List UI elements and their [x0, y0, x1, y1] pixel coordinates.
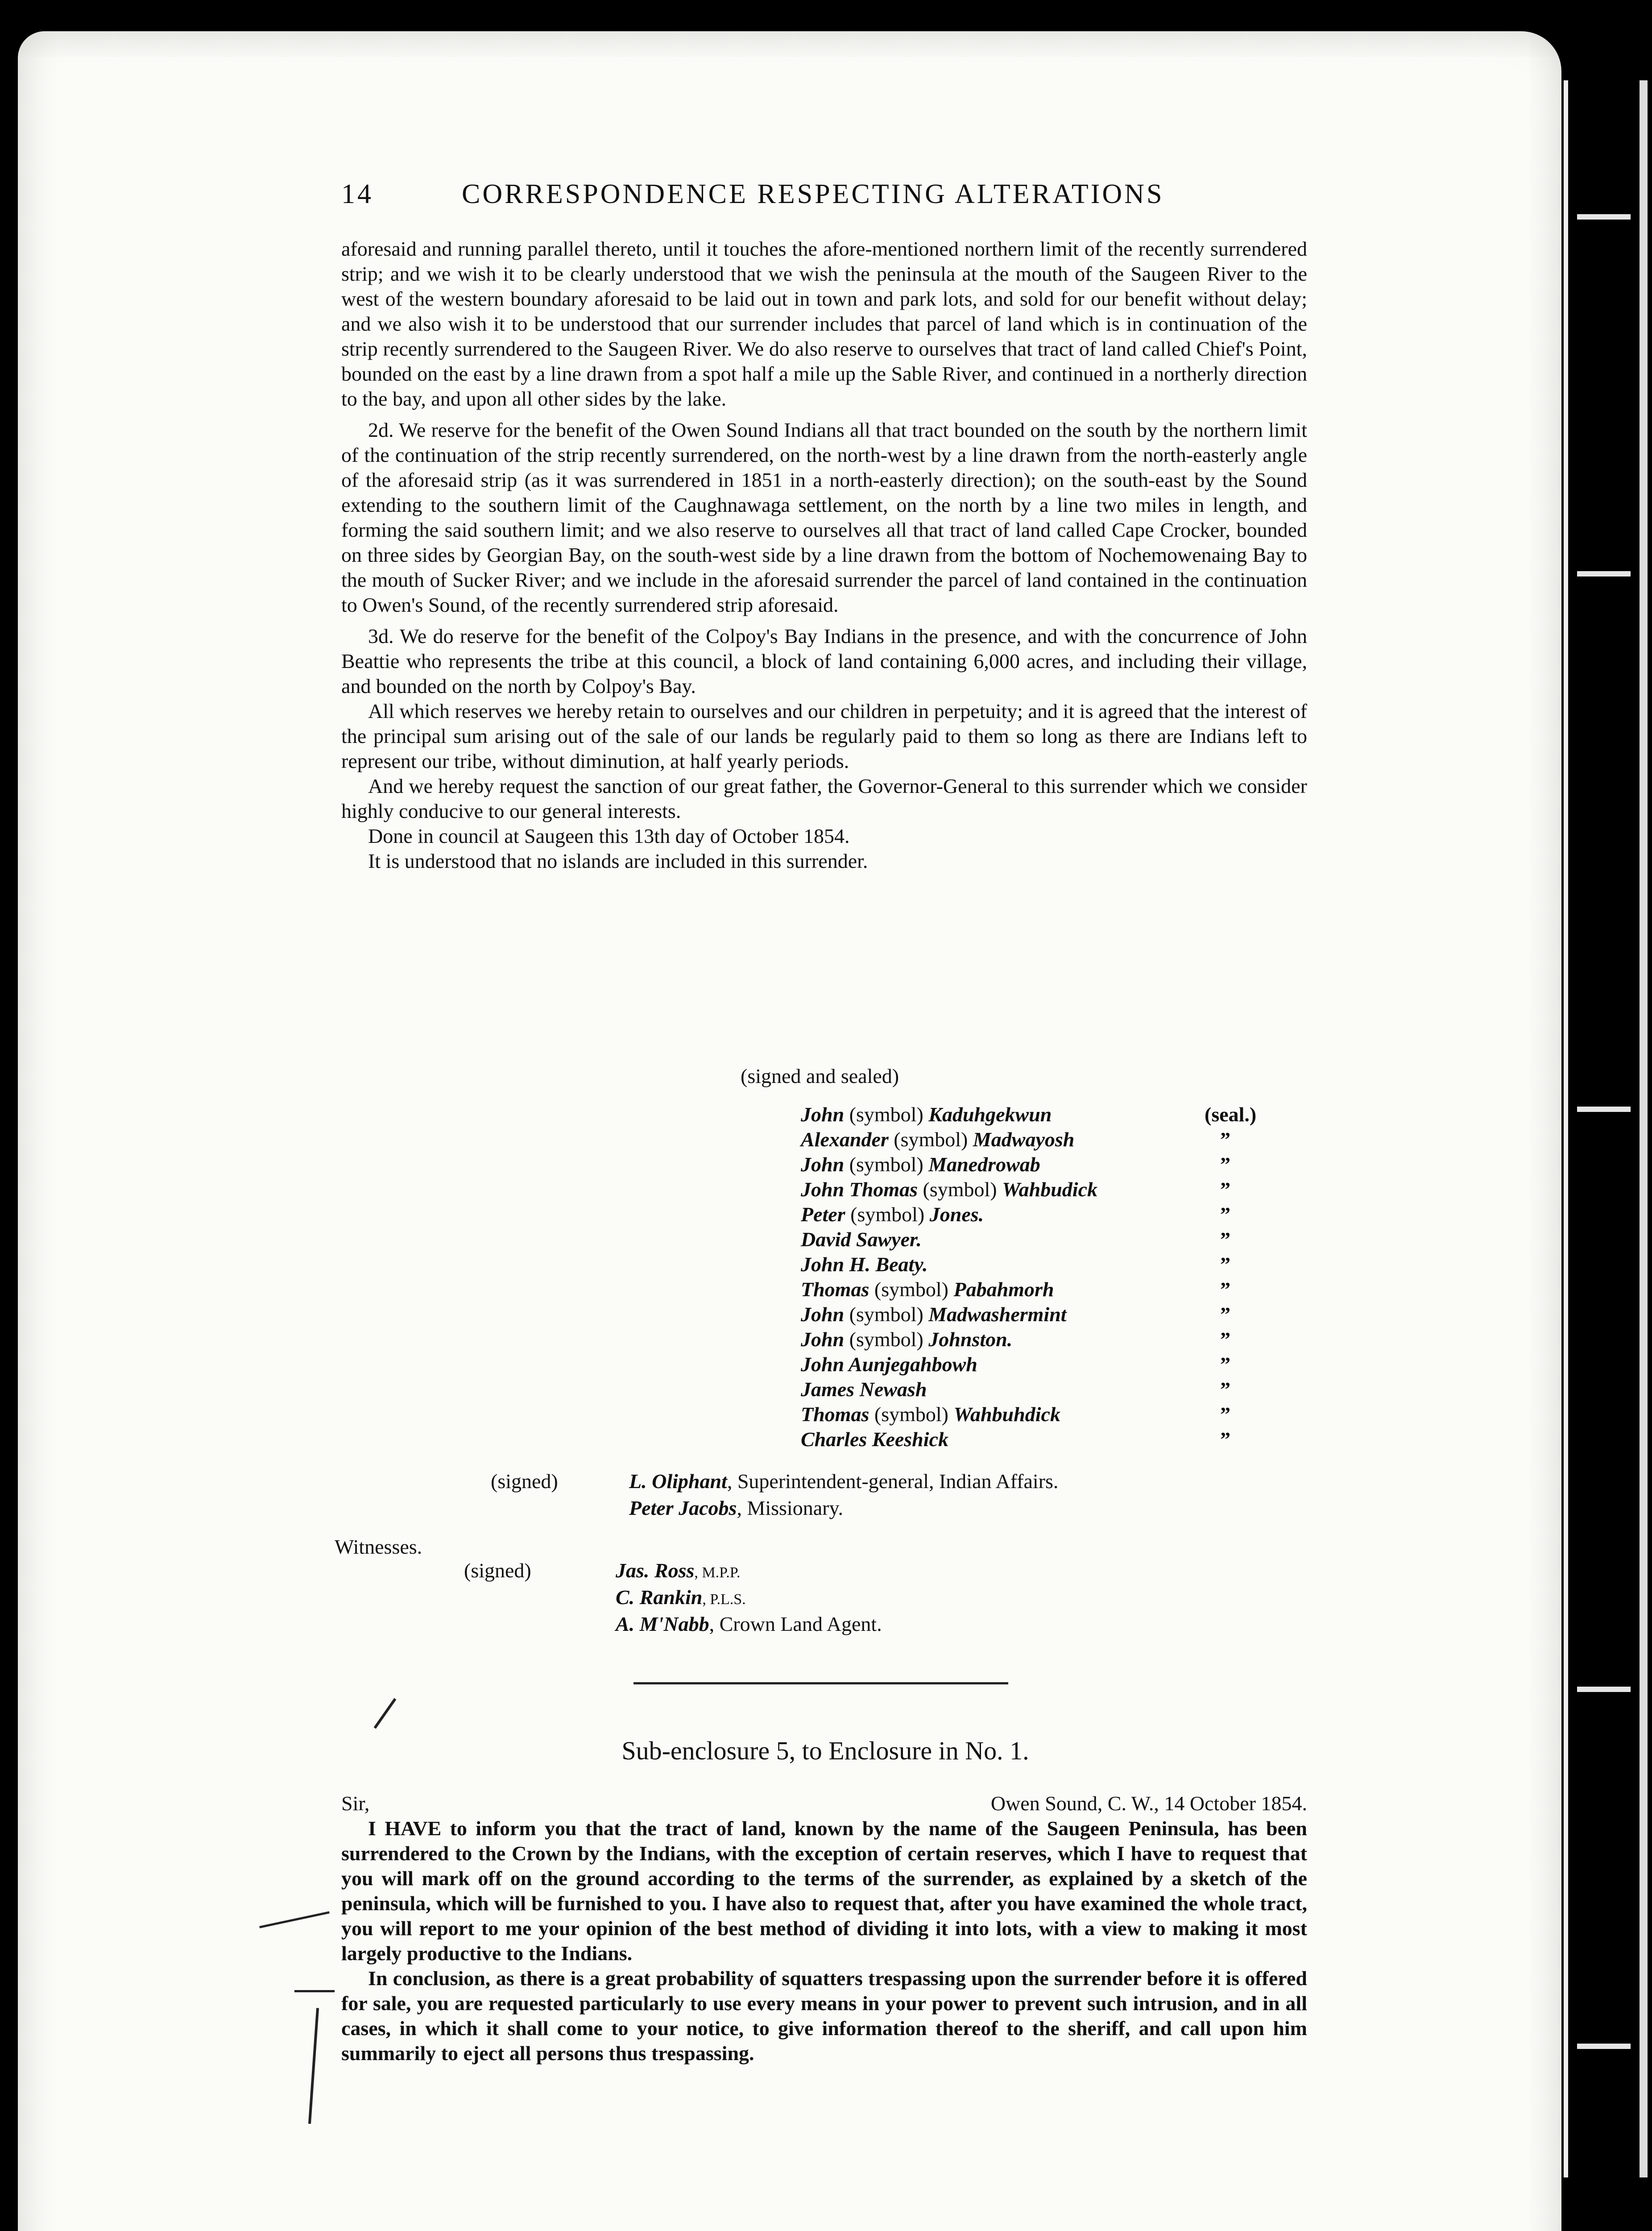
official-entry: L. Oliphant, Superintendent-general, Indian Affairs.: [629, 1470, 1059, 1493]
signatory-row: Peter (symbol) Jones. ”: [801, 1202, 1269, 1227]
ditto-mark: ”: [1220, 1428, 1230, 1451]
official-entry: Peter Jacobs, Missionary.: [629, 1497, 843, 1519]
ditto-mark: ”: [1220, 1278, 1230, 1301]
ditto-mark: ”: [1220, 1203, 1230, 1226]
signatory-row: Thomas (symbol) Wahbuhdick ”: [801, 1402, 1269, 1427]
seal-mark: (seal.): [1205, 1103, 1257, 1126]
signatory-row: John (symbol) Manedrowab ”: [801, 1152, 1269, 1177]
signatory-row: Alexander (symbol) Madwayosh ”: [801, 1127, 1269, 1152]
signatory-row: John H. Beaty. ”: [801, 1252, 1269, 1277]
signatory-row: John Thomas (symbol) Wahbudick ”: [801, 1177, 1269, 1202]
signatory-row: Charles Keeshick ”: [801, 1427, 1269, 1452]
paragraph: It is understood that no islands are included in this surrender.: [368, 850, 868, 872]
ditto-mark: ”: [1220, 1303, 1230, 1326]
signatory-list: [801, 1102, 1269, 1452]
witness-entry: Jas. Ross, M.P.P.: [616, 1559, 741, 1582]
signed-sealed-label: (signed and sealed): [741, 1065, 899, 1087]
witness-entry: C. Rankin, P.L.S.: [616, 1586, 746, 1609]
paragraph: Done in council at Saugeen this 13th day of October 1854.: [368, 825, 850, 847]
signatory-row: James Newash ”: [801, 1377, 1269, 1402]
page-number: 14: [341, 179, 373, 209]
signatory-row: David Sawyer. ”: [801, 1227, 1269, 1252]
signed-label: (signed): [491, 1470, 558, 1493]
paragraph: aforesaid and running parallel thereto, until it touches the afore-mentioned northern limit of the recently surrendered strip; and we wish it to be clearly understood that we wish the peninsula at the mouth of the Saugeen River to the west of the western boundary aforesaid to be laid out in town and park lots, and sold for our benefit without delay; and we also wish it to be understood that our surrender includes that parcel of land which is in continuation of the strip recently surrendered to the Saugeen River. We do also reserve to ourselves that tract of land called Chief's Point, bounded on the east by a line drawn from a spot half a mile up the Sable River, and continued in a northerly direction to the bay, and upon all other sides by the lake.: [341, 237, 1307, 410]
ditto-mark: ”: [1220, 1378, 1230, 1401]
ditto-mark: ”: [1220, 1403, 1230, 1426]
signatory-row: John (symbol) Madwashermint ”: [801, 1302, 1269, 1327]
section-divider: [633, 1682, 1008, 1684]
paragraph: 3d. We do reserve for the benefit of the Colpoy's Bay Indians in the presence, and with the concurrence of John Beattie who represents the tribe at this council, a block of land containing 6,000 acres, and including their village, and bounded on the north by Colpoy's Bay.: [341, 625, 1307, 697]
ditto-mark: ”: [1220, 1153, 1230, 1176]
salutation: Sir,: [341, 1792, 370, 1815]
paragraph: And we hereby request the sanction of our great father, the Governor-General to this surrender which we consider highly conducive to our general interests.: [341, 775, 1307, 822]
sub-enclosure-heading: Sub-enclosure 5, to Enclosure in No. 1.: [621, 1736, 1029, 1765]
ditto-mark: ”: [1220, 1328, 1230, 1351]
witnesses-label: Witnesses.: [335, 1535, 422, 1558]
signatory-row: John (symbol) Johnston. ”: [801, 1327, 1269, 1352]
ditto-mark: ”: [1220, 1128, 1230, 1151]
place-date: Owen Sound, C. W., 14 October 1854.: [990, 1792, 1307, 1815]
paragraph: 2d. We reserve for the benefit of the Owen Sound Indians all that tract bounded on the south by the northern limit of the continuation of the strip recently surrendered, on the north-west by a line drawn from the north-easterly angle of the aforesaid strip (as it was surrendered in 1851 in a north-easterly direction); on the south-east by the Sound extending to the southern limit of the Caughnawaga settlement, on the north by a line two miles in length, and forming the said southern limit; and we also reserve to ourselves all that tract of land called Cape Crocker, bounded on three sides by Georgian Bay, on the south-west side by a line drawn from the bottom of Nochemowenaing Bay to the mouth of Sucker River; and we include in the aforesaid surrender the parcel of land contained in the continuation to Owen's Sound, of the recently surrendered strip aforesaid.: [341, 419, 1307, 616]
signatory-row: Thomas (symbol) Pabahmorh ”: [801, 1277, 1269, 1302]
main-text: [341, 236, 1307, 874]
ditto-mark: ”: [1220, 1353, 1230, 1376]
signatory-row: John Aunjegahbowh ”: [801, 1352, 1269, 1377]
running-title: CORRESPONDENCE RESPECTING ALTERATIONS: [462, 179, 1164, 209]
witness-entry: A. M'Nabb, Crown Land Agent.: [616, 1613, 882, 1635]
paragraph: All which reserves we hereby retain to ourselves and our children in perpetuity; and it is agreed that the interest of the principal sum arising out of the sale of our lands be regularly paid to them so long as there are Indians left to represent our tribe, without diminution, at half yearly periods.: [341, 700, 1307, 772]
margin-mark: [294, 1990, 335, 1992]
paragraph: I HAVE to inform you that the tract of land, known by the name of the Saugeen Peninsula, has been surrendered to the Crown by the Indians, with the exception of certain reserves, which I have to request that you will mark off on the ground according to the terms of the surrender, as explained by a sketch of the peninsula, which will be furnished to you. I have also to request that, after you have examined the whole tract, you will report to me your opinion of the best method of dividing it into lots, with a view to making it most largely productive to the Indians.: [341, 1817, 1307, 1965]
letter-body: [341, 1816, 1307, 2066]
paragraph: In conclusion, as there is a great probability of squatters trespassing upon the surrender before it is offered for sale, you are requested particularly to use every means in your power to prevent such intrusion, and in all cases, in which it shall come to your notice, to give information thereof to the sheriff, and call upon him summarily to eject all persons thus trespassing.: [341, 1967, 1307, 2065]
signed-label: (signed): [464, 1559, 531, 1582]
ditto-mark: ”: [1220, 1178, 1230, 1201]
page-edge: [1564, 80, 1648, 2177]
ditto-mark: ”: [1220, 1228, 1230, 1251]
signatory-row: John (symbol) Kaduhgekwun (seal.): [801, 1102, 1269, 1127]
ditto-mark: ”: [1220, 1253, 1230, 1276]
